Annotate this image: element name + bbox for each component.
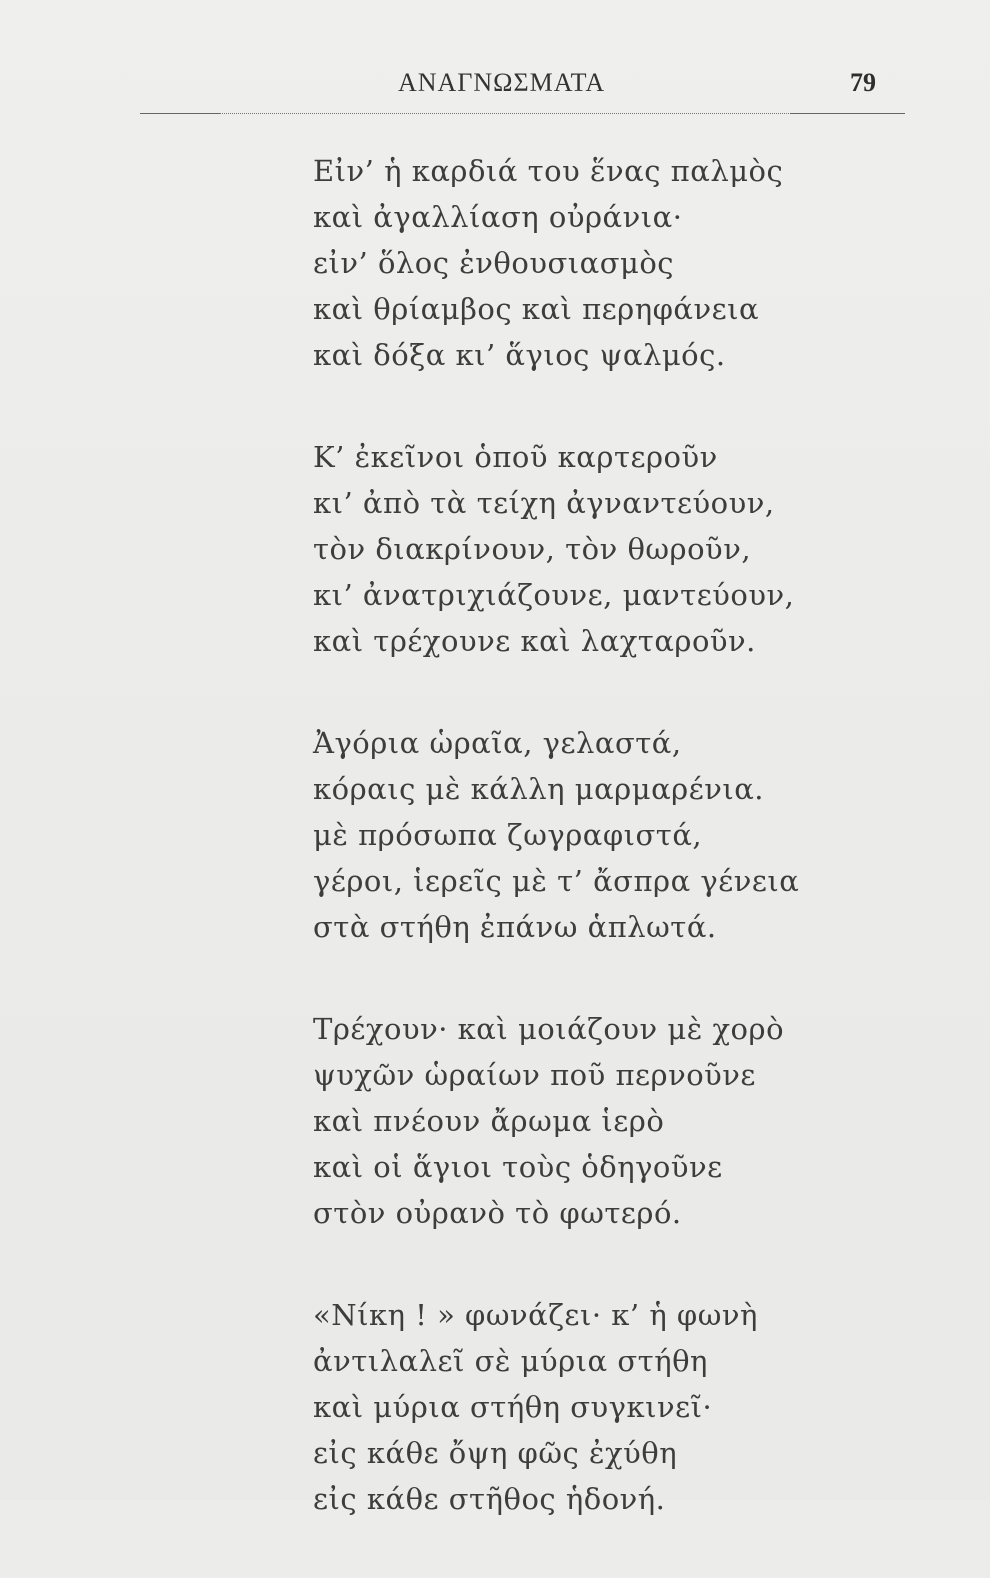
verse-line: μὲ πρόσωπα ζωγραφιστά, bbox=[313, 818, 703, 852]
page-number: 79 bbox=[850, 68, 876, 97]
header-rule-right-segment bbox=[790, 113, 905, 114]
stanza-2 bbox=[313, 434, 913, 664]
verse-line: Ἀγόρια ὡραῖα, γελαστά, bbox=[313, 726, 682, 760]
running-head-title: ΑΝΑΓΝΩΣΜΑΤΑ bbox=[398, 68, 606, 97]
header-rule-left-segment bbox=[140, 113, 220, 114]
verse-line: εἰν’ ὅλος ἐνθουσιασμὸς bbox=[313, 246, 675, 280]
verse-line: καὶ ἀγαλλίαση οὐράνια· bbox=[313, 200, 683, 234]
stanza-5 bbox=[313, 1292, 913, 1522]
poem-body bbox=[313, 148, 913, 1578]
verse-line: ψυχῶν ὡραίων ποῦ περνοῦνε bbox=[313, 1058, 756, 1092]
verse-line: καὶ θρίαμβος καὶ περηφάνεια bbox=[313, 292, 760, 326]
verse-line: τὸν διακρίνουν, τὸν θωροῦν, bbox=[313, 532, 752, 566]
verse-line: ἀντιλαλεῖ σὲ μύρια στήθη bbox=[313, 1344, 708, 1378]
verse-line: στὸν οὐρανὸ τὸ φωτερό. bbox=[313, 1196, 682, 1230]
verse-line: καὶ δόξα κι’ ἅγιος ψαλμός. bbox=[313, 338, 726, 372]
verse-line: καὶ τρέχουνε καὶ λαχταροῦν. bbox=[313, 624, 756, 658]
verse-line: κόραις μὲ κάλλη μαρμαρένια. bbox=[313, 772, 765, 806]
verse-line: Τρέχουν· καὶ μοιάζουν μὲ χορὸ bbox=[313, 1012, 785, 1046]
verse-line: εἰς κάθε στῆθος ἡδονή. bbox=[313, 1482, 666, 1516]
verse-line: στὰ στήθη ἐπάνω ἁπλωτά. bbox=[313, 910, 717, 944]
verse-line: καὶ μύρια στήθη συγκινεῖ· bbox=[313, 1390, 713, 1424]
verse-line: κι’ ἀνατριχιάζουνε, μαντεύουν, bbox=[313, 578, 795, 612]
verse-line: Εἰν’ ἡ καρδιά του ἕνας παλμὸς bbox=[313, 154, 784, 188]
running-head bbox=[0, 68, 990, 108]
verse-line: γέροι, ἱερεῖς μὲ τ’ ἄσπρα γένεια bbox=[313, 864, 800, 898]
verse-line: καὶ πνέουν ἄρωμα ἱερὸ bbox=[313, 1104, 665, 1138]
verse-line: «Νίκη ! » φωνάζει· κ’ ἡ φωνὴ bbox=[313, 1298, 758, 1332]
stanza-1 bbox=[313, 148, 913, 378]
verse-line: κι’ ἀπὸ τὰ τείχη ἀγναντεύουν, bbox=[313, 486, 775, 520]
verse-line: Κ’ ἐκεῖνοι ὁποῦ καρτεροῦν bbox=[313, 440, 718, 474]
verse-line: καὶ οἱ ἅγιοι τοὺς ὁδηγοῦνε bbox=[313, 1150, 723, 1184]
stanza-3 bbox=[313, 720, 913, 950]
verse-line: εἰς κάθε ὄψη φῶς ἐχύθη bbox=[313, 1436, 678, 1470]
stanza-4 bbox=[313, 1006, 913, 1236]
